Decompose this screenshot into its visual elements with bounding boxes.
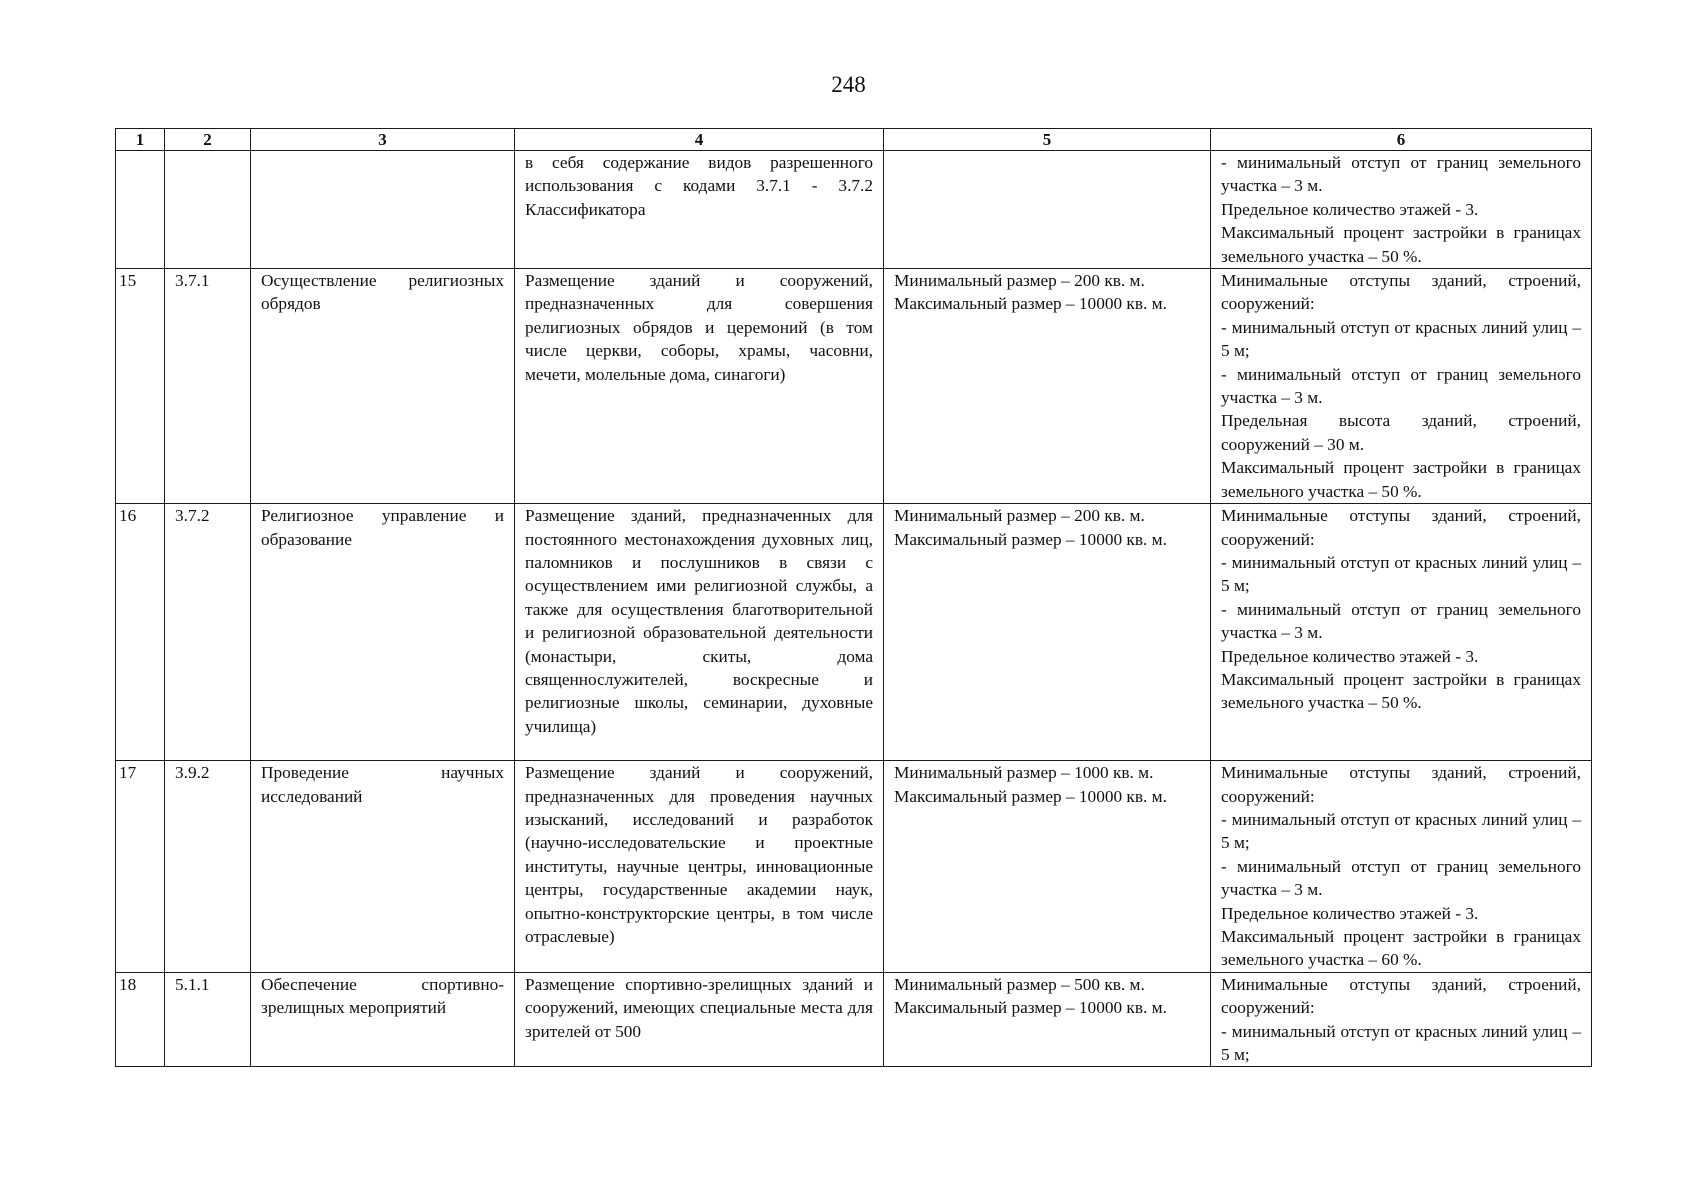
land-use-regulations-table <box>115 128 1592 1067</box>
parameter-line: Максимальный процент застройки в границах земельного участка – 50 %. <box>1221 458 1581 501</box>
min-size-line: Минимальный размер – 500 кв. м. <box>894 974 1145 994</box>
parameters-cell <box>1211 504 1592 761</box>
use-name-text: Религиозное управление и образование <box>261 506 504 549</box>
parameter-line: Максимальный процент застройки в границах земельного участка – 60 %. <box>1221 926 1581 970</box>
plot-size-cell <box>884 504 1211 761</box>
column-header: 1 <box>116 129 165 151</box>
description-cell <box>515 761 884 973</box>
max-size-line: Максимальный размер – 10000 кв. м. <box>894 294 1167 314</box>
row-number-cell: 17 <box>116 761 165 973</box>
parameter-line: - минимальный отступ от красных линий улиц – 5 м; <box>1221 1021 1581 1064</box>
table-row <box>116 151 1592 269</box>
parameter-line: Максимальный процент застройки в границах земельного участка – 50 %. <box>1221 223 1581 266</box>
code-cell: 3.7.1 <box>165 269 251 504</box>
description-cell <box>515 972 884 1067</box>
parameter-line: Предельное количество этажей - 3. <box>1221 646 1479 666</box>
row-number-cell <box>116 151 165 269</box>
description-cell <box>515 504 884 761</box>
use-name-cell <box>251 761 515 973</box>
column-header: 3 <box>251 129 515 151</box>
min-size-line: Минимальный размер – 200 кв. м. <box>894 506 1145 526</box>
max-size-line: Максимальный размер – 10000 кв. м. <box>894 786 1167 806</box>
parameters-cell <box>1211 972 1592 1067</box>
use-name-text: Проведение научных исследований <box>261 763 504 806</box>
description-text: в себя содержание видов разрешенного использования с кодами 3.7.1 - 3.7.2 Классификатора <box>525 153 873 219</box>
max-size-line: Максимальный размер – 10000 кв. м. <box>894 529 1167 549</box>
plot-size-cell <box>884 972 1211 1067</box>
row-number-cell: 16 <box>116 504 165 761</box>
min-size-line: Минимальный размер – 1000 кв. м. <box>894 763 1154 783</box>
column-header: 6 <box>1211 129 1592 151</box>
use-name-cell <box>251 269 515 504</box>
parameter-line: - минимальный отступ от границ земельного участка – 3 м. <box>1221 599 1581 643</box>
parameter-line: - минимальный отступ от границ земельного участка – 3 м. <box>1221 856 1581 900</box>
description-cell <box>515 151 884 269</box>
page-number: 248 <box>831 72 866 97</box>
description-text: Размещение зданий и сооружений, предназначенных для проведения научных изысканий, исследований и разработок (научно-исследовательские и проектные институты, научные центры, инновационные центры, государственные академии наук, опытно-конструкторские центры, в том числе отраслевые) <box>525 763 873 946</box>
table-row <box>116 504 1592 761</box>
parameter-line: - минимальный отступ от границ земельного участка – 3 м. <box>1221 153 1581 196</box>
table-header-row <box>116 129 1592 151</box>
row-number-cell: 18 <box>116 972 165 1067</box>
parameter-line: Минимальные отступы зданий, строений, сооружений: <box>1221 506 1581 549</box>
code-cell: 3.7.2 <box>165 504 251 761</box>
parameters-cell <box>1211 151 1592 269</box>
table-row <box>116 972 1592 1067</box>
parameter-line: Минимальные отступы зданий, строений, сооружений: <box>1221 974 1581 1018</box>
code-cell: 3.9.2 <box>165 761 251 973</box>
row-number-cell: 15 <box>116 269 165 504</box>
code-cell <box>165 151 251 269</box>
parameter-line: Минимальные отступы зданий, строений, сооружений: <box>1221 763 1581 806</box>
use-name-text: Обеспечение спортивно-зрелищных мероприятий <box>261 974 504 1018</box>
parameter-line: Предельное количество этажей - 3. <box>1221 199 1479 219</box>
parameters-cell <box>1211 761 1592 973</box>
use-name-cell <box>251 504 515 761</box>
use-name-cell <box>251 972 515 1067</box>
parameter-line: - минимальный отступ от красных линий улиц – 5 м; <box>1221 552 1581 596</box>
table-row <box>116 269 1592 504</box>
description-cell <box>515 269 884 504</box>
use-name-cell <box>251 151 515 269</box>
description-text: Размещение зданий и сооружений, предназначенных для совершения религиозных обрядов и церемоний (в том числе церкви, соборы, храмы, часовни, мечети, молельные дома, синагоги) <box>525 271 873 384</box>
parameter-line: Предельная высота зданий, строений, сооружений – 30 м. <box>1221 411 1581 454</box>
plot-size-cell <box>884 761 1211 973</box>
use-name-text: Осуществление религиозных обрядов <box>261 271 504 314</box>
description-text: Размещение спортивно-зрелищных зданий и сооружений, имеющих специальные места для зрителей от 500 <box>525 974 873 1041</box>
column-header: 5 <box>884 129 1211 151</box>
table-row <box>116 761 1592 973</box>
parameter-line: - минимальный отступ от красных линий улиц – 5 м; <box>1221 317 1581 361</box>
column-header: 2 <box>165 129 251 151</box>
max-size-line: Максимальный размер – 10000 кв. м. <box>894 998 1167 1018</box>
parameter-line: Минимальные отступы зданий, строений, сооружений: <box>1221 271 1581 314</box>
code-cell: 5.1.1 <box>165 972 251 1067</box>
parameter-line: Максимальный процент застройки в границах земельного участка – 50 %. <box>1221 669 1581 713</box>
parameter-line: - минимальный отступ от границ земельного участка – 3 м. <box>1221 364 1581 408</box>
parameter-line: - минимальный отступ от красных линий улиц – 5 м; <box>1221 809 1581 853</box>
plot-size-cell <box>884 269 1211 504</box>
plot-size-cell <box>884 151 1211 269</box>
parameters-cell <box>1211 269 1592 504</box>
description-text: Размещение зданий, предназначенных для постоянного местонахождения духовных лиц, паломников и послушников в связи с осуществлением ими религиозной службы, а также для осуществления благотворительной и религиозной образовательной деятельности (монастыри, скиты, дома священнослужителей, воскресные и религиозные школы, семинарии, духовные училища) <box>525 506 873 736</box>
parameter-line: Предельное количество этажей - 3. <box>1221 903 1479 923</box>
min-size-line: Минимальный размер – 200 кв. м. <box>894 271 1145 291</box>
column-header: 4 <box>515 129 884 151</box>
